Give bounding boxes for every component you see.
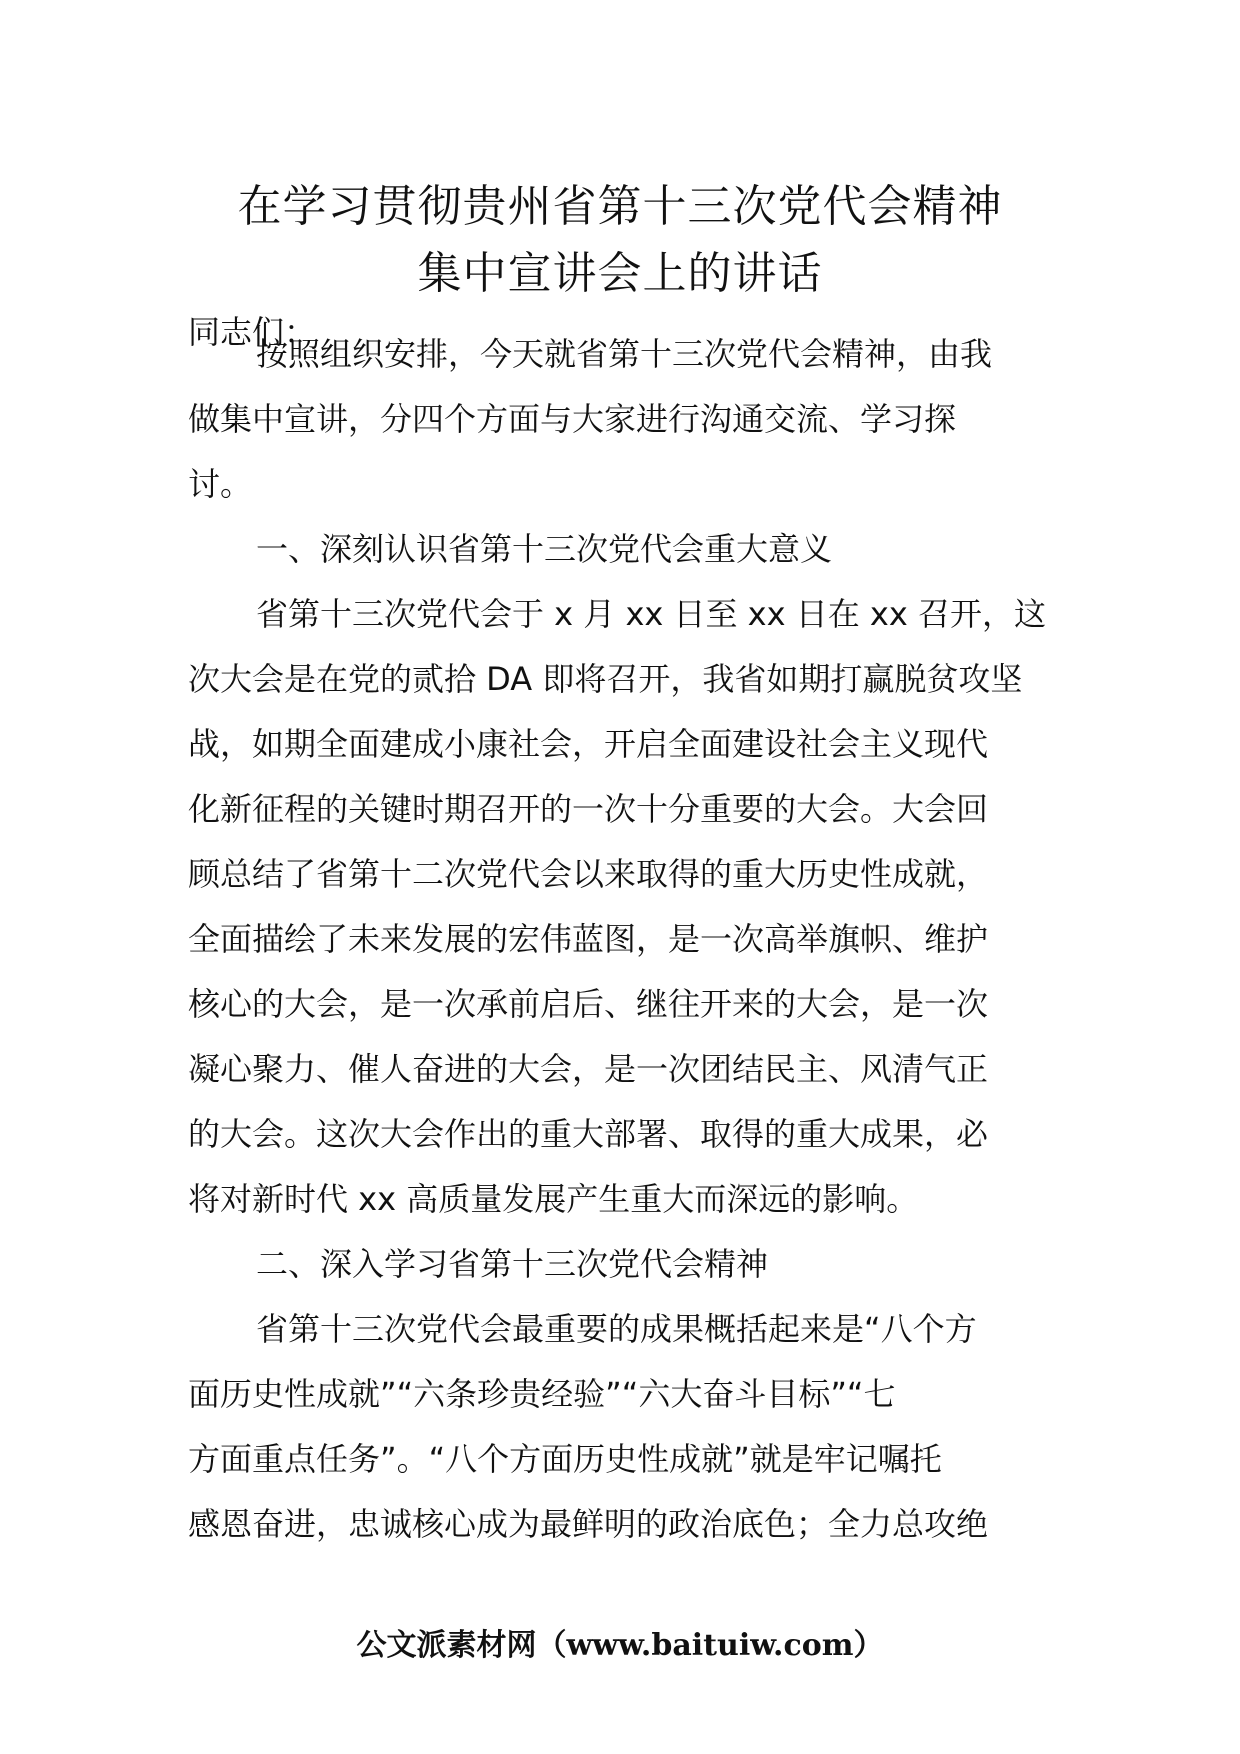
paragraph-line: 按照组织安排，今天就省第十三次党代会精神，由我 <box>256 335 993 373</box>
footer-watermark: 公文派素材网（www.baituiw.com） <box>356 1628 884 1663</box>
section-heading-2: 二、深入学习省第十三次党代会精神 <box>256 1245 769 1283</box>
paragraph-line: 讨。 <box>188 465 253 503</box>
document-body <box>188 322 1056 1557</box>
paragraph-line: 核心的大会，是一次承前启后、继往开来的大会，是一次 <box>188 985 989 1023</box>
paragraph-line: 顾总结了省第十二次党代会以来取得的重大历史性成就， <box>188 855 989 893</box>
paragraph-line: 省第十三次党代会最重要的成果概括起来是“八个方 <box>256 1310 977 1348</box>
paragraph-line: 感恩奋进，忠诚核心成为最鲜明的政治底色；全力总攻绝 <box>188 1505 989 1543</box>
paragraph-line: 全面描绘了未来发展的宏伟蓝图，是一次高举旗帜、维护 <box>188 920 989 958</box>
paragraph-line: 面历史性成就”“六条珍贵经验”“六大奋斗目标”“七 <box>188 1375 896 1413</box>
paragraph-line: 省第十三次党代会于 x 月 xx 日至 xx 日在 xx 召开，这 <box>256 595 1046 633</box>
paragraph-line: 战，如期全面建成小康社会，开启全面建设社会主义现代 <box>188 725 989 763</box>
paragraph-line: 将对新时代 xx 高质量发展产生重大而深远的影响。 <box>188 1180 919 1218</box>
paragraph-line: 做集中宣讲，分四个方面与大家进行沟通交流、学习探 <box>188 400 957 438</box>
paragraph-line: 化新征程的关键时期召开的一次十分重要的大会。大会回 <box>188 790 989 828</box>
document-title-line-1: 在学习贯彻贵州省第十三次党代会精神 <box>237 181 1003 232</box>
paragraph-line: 方面重点任务”。“八个方面历史性成就”就是牢记嘱托 <box>188 1440 942 1478</box>
paragraph-line: 次大会是在党的贰拾 DA 即将召开，我省如期打赢脱贫攻坚 <box>188 660 1023 698</box>
section-heading-1: 一、深刻认识省第十三次党代会重大意义 <box>256 530 833 568</box>
paragraph-line: 凝心聚力、催人奋进的大会，是一次团结民主、风清气正 <box>188 1050 989 1088</box>
salutation: 同志们： <box>188 313 317 351</box>
document-title-line-2: 集中宣讲会上的讲话 <box>417 248 823 299</box>
paragraph-line: 的大会。这次大会作出的重大部署、取得的重大成果，必 <box>188 1115 989 1153</box>
